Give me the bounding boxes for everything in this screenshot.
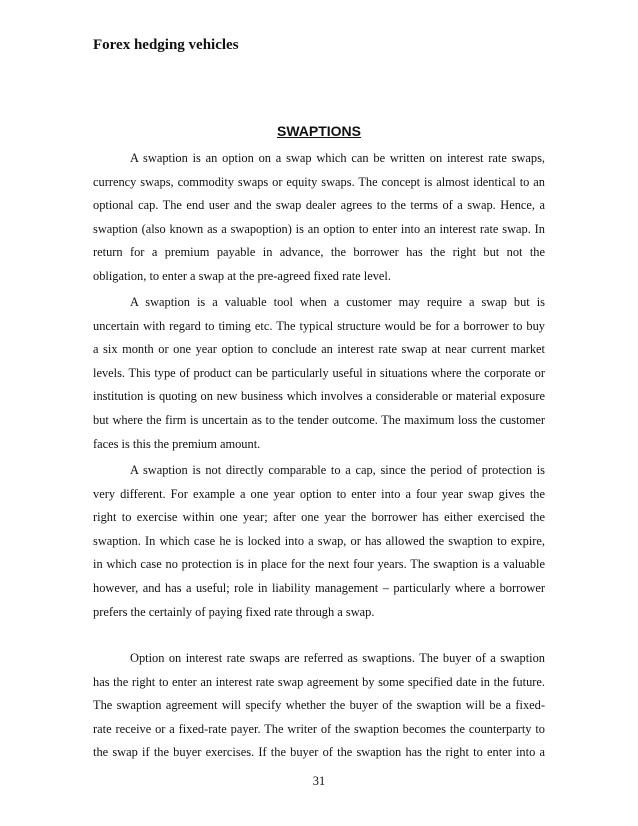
text-line: has the right to enter an interest rate swap agreement by some specified date in the future.	[93, 674, 545, 689]
text-line: faces is this the premium amount.	[93, 436, 261, 451]
text-line: A swaption is a valuable tool when a customer may require a swap but is	[130, 295, 545, 309]
text-line: levels. This type of product can be particularly useful in situations where the corporate or	[93, 365, 545, 380]
text-line: the swap if the buyer exercises. If the buyer of the swaption has the right to enter into a	[93, 745, 545, 760]
text-line: prefers the certainly of paying fixed rate through a swap.	[93, 604, 375, 619]
text-line: swaption. In which case he is locked into a swap, or has allowed the swaption to expire,	[93, 533, 545, 548]
text-line: right to exercise within one year; after one year the borrower has either exercised the	[93, 510, 545, 525]
page-number: 31	[312, 774, 326, 788]
text-line: a six month or one year option to conclude an interest rate swap at near current market	[93, 342, 545, 357]
text-line: Option on interest rate swaps are referred as swaptions. The buyer of a swaption	[130, 651, 545, 665]
text-line: rate receive or a fixed-rate payer. The writer of the swaption becomes the counterparty to	[93, 721, 545, 736]
text-line: uncertain with regard to timing etc. The typical structure would be for a borrower to buy	[93, 318, 545, 333]
text-line: in which case no protection is in place for the next four years. The swaption is a valuable	[93, 557, 545, 572]
text-line: however, and has a useful; role in liability management – particularly where a borrower	[93, 580, 545, 595]
text-line: very different. For example a one year option to enter into a four year swap gives the	[93, 486, 545, 501]
running-header: Forex hedging vehicles	[93, 37, 239, 53]
text-line: swaption (also known as a swapoption) is an option to enter into an interest rate swap. In	[93, 221, 545, 236]
text-line: but where the firm is uncertain as to the tender outcome. The maximum loss the customer	[93, 412, 545, 427]
paragraph	[93, 459, 545, 624]
text-line: A swaption is an option on a swap which can be written on interest rate swaps,	[130, 151, 545, 165]
text-line: The swaption agreement will specify whether the buyer of the swaption will be a fixed-	[93, 698, 545, 713]
text-line: currency swaps, commodity swaps or equity swaps. The concept is almost identical to an	[93, 174, 545, 189]
text-line: return for a premium payable in advance, the borrower has the right but not the	[93, 245, 545, 260]
text-line: A swaption is not directly comparable to a cap, since the period of protection is	[130, 463, 545, 477]
text-line: optional cap. The end user and the swap dealer agrees to the terms of a swap. Hence, a	[93, 198, 545, 213]
text-line: obligation, to enter a swap at the pre-agreed fixed rate level.	[93, 268, 391, 283]
paragraph	[93, 647, 545, 765]
paragraph	[93, 147, 545, 289]
text-line: institution is quoting on new business which involves a considerable or material exposure	[93, 389, 545, 404]
paragraph	[93, 291, 545, 456]
section-title: SWAPTIONS	[276, 123, 361, 139]
